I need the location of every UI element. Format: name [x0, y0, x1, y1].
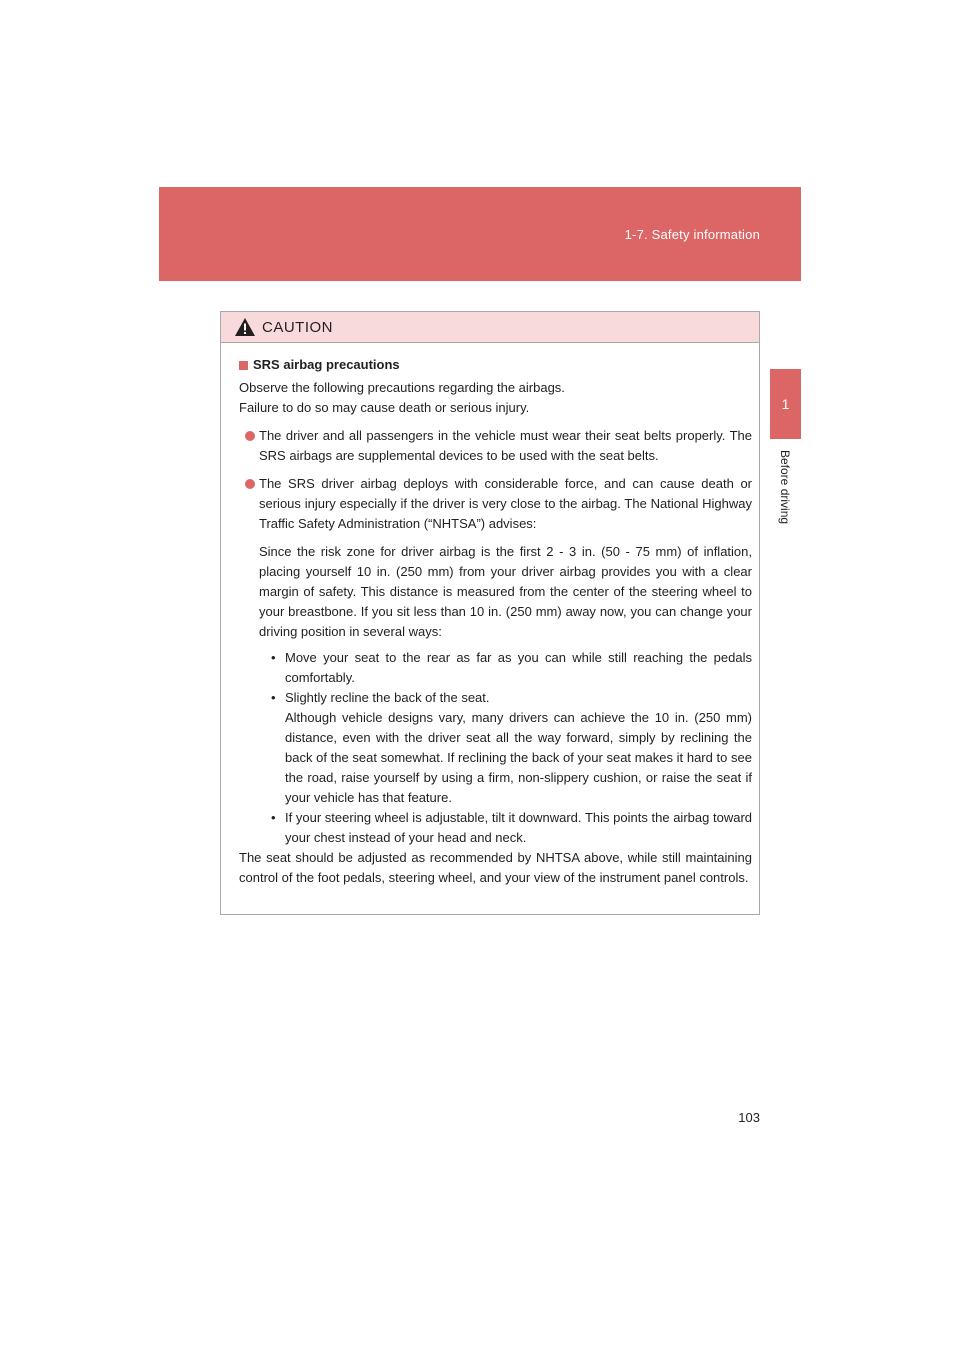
caution-body — [221, 343, 759, 888]
sub-bullet-mark: • — [271, 650, 276, 665]
sub-item — [271, 688, 752, 708]
sub-bullet-mark — [271, 708, 285, 808]
section-heading — [239, 355, 752, 375]
bullet-item — [245, 426, 752, 466]
sub-bullet-mark: • — [271, 810, 276, 825]
sub-item — [271, 648, 752, 688]
square-bullet-icon — [239, 361, 248, 370]
caution-header — [221, 312, 759, 343]
caution-title: CAUTION — [262, 318, 333, 336]
sub-item-text: Move your seat to the rear as far as you can while still reaching the pedals comfortably. — [285, 650, 752, 685]
header-bar — [159, 187, 801, 281]
sub-item-text: If your steering wheel is adjustable, tilt it downward. This points the airbag toward your chest instead of your head and neck. — [285, 810, 752, 845]
dot-bullet-icon — [245, 479, 255, 489]
warning-icon — [234, 317, 256, 337]
intro-line-1: Observe the following precautions regarding the airbags. — [239, 380, 565, 395]
dot-bullet-icon — [245, 431, 255, 441]
sub-list — [259, 648, 752, 848]
sub-item-text: Although vehicle designs vary, many drivers can achieve the 10 in. (250 mm) distance, even with the driver seat all the way forward, simply by reclining the back of the seat somewhat. If reclining the back of your seat makes it hard to see the road, raise yourself by using a firm, non-slippery cushion, or raise the seat if your vehicle has that feature. — [285, 710, 752, 805]
nhtsa-quote: Since the risk zone for driver airbag is the first 2 - 3 in. (50 - 75 mm) of inflation, placing yourself 10 in. (250 mm) from your driver airbag provides you with a clear margin of safety. This distance is measured from the center of the steering wheel to your breastbone. If you sit less than 10 in. (250 mm) away now, you can change your driving position in several ways: — [259, 544, 752, 639]
sub-item — [271, 708, 752, 808]
intro-line-2: Failure to do so may cause death or serious injury. — [239, 400, 530, 415]
closing-paragraph: The seat should be adjusted as recommended by NHTSA above, while still maintaining control of the foot pedals, steering wheel, and your view of the instrument panel controls. — [239, 850, 752, 885]
page-number: 103 — [738, 1110, 760, 1125]
chapter-tab: 1 — [770, 369, 801, 439]
bullet-text: The SRS driver airbag deploys with considerable force, and can cause death or serious injury especially if the driver is very close to the airbag. The National Highway Traffic Safety Administration (“NHTSA”) advises: — [259, 476, 752, 531]
chapter-label: Before driving — [778, 450, 792, 525]
sub-item — [271, 808, 752, 848]
section-heading-text: SRS airbag precautions — [253, 357, 400, 372]
section-title: 1-7. Safety information — [624, 227, 760, 242]
caution-box — [220, 311, 760, 915]
sub-item-text: Slightly recline the back of the seat. — [285, 690, 490, 705]
bullet-text: The driver and all passengers in the vehicle must wear their seat belts properly. The SRS airbags are supplemental devices to be used with the seat belts. — [259, 428, 752, 463]
sub-bullet-mark: • — [271, 690, 276, 705]
bullet-item — [245, 474, 752, 534]
